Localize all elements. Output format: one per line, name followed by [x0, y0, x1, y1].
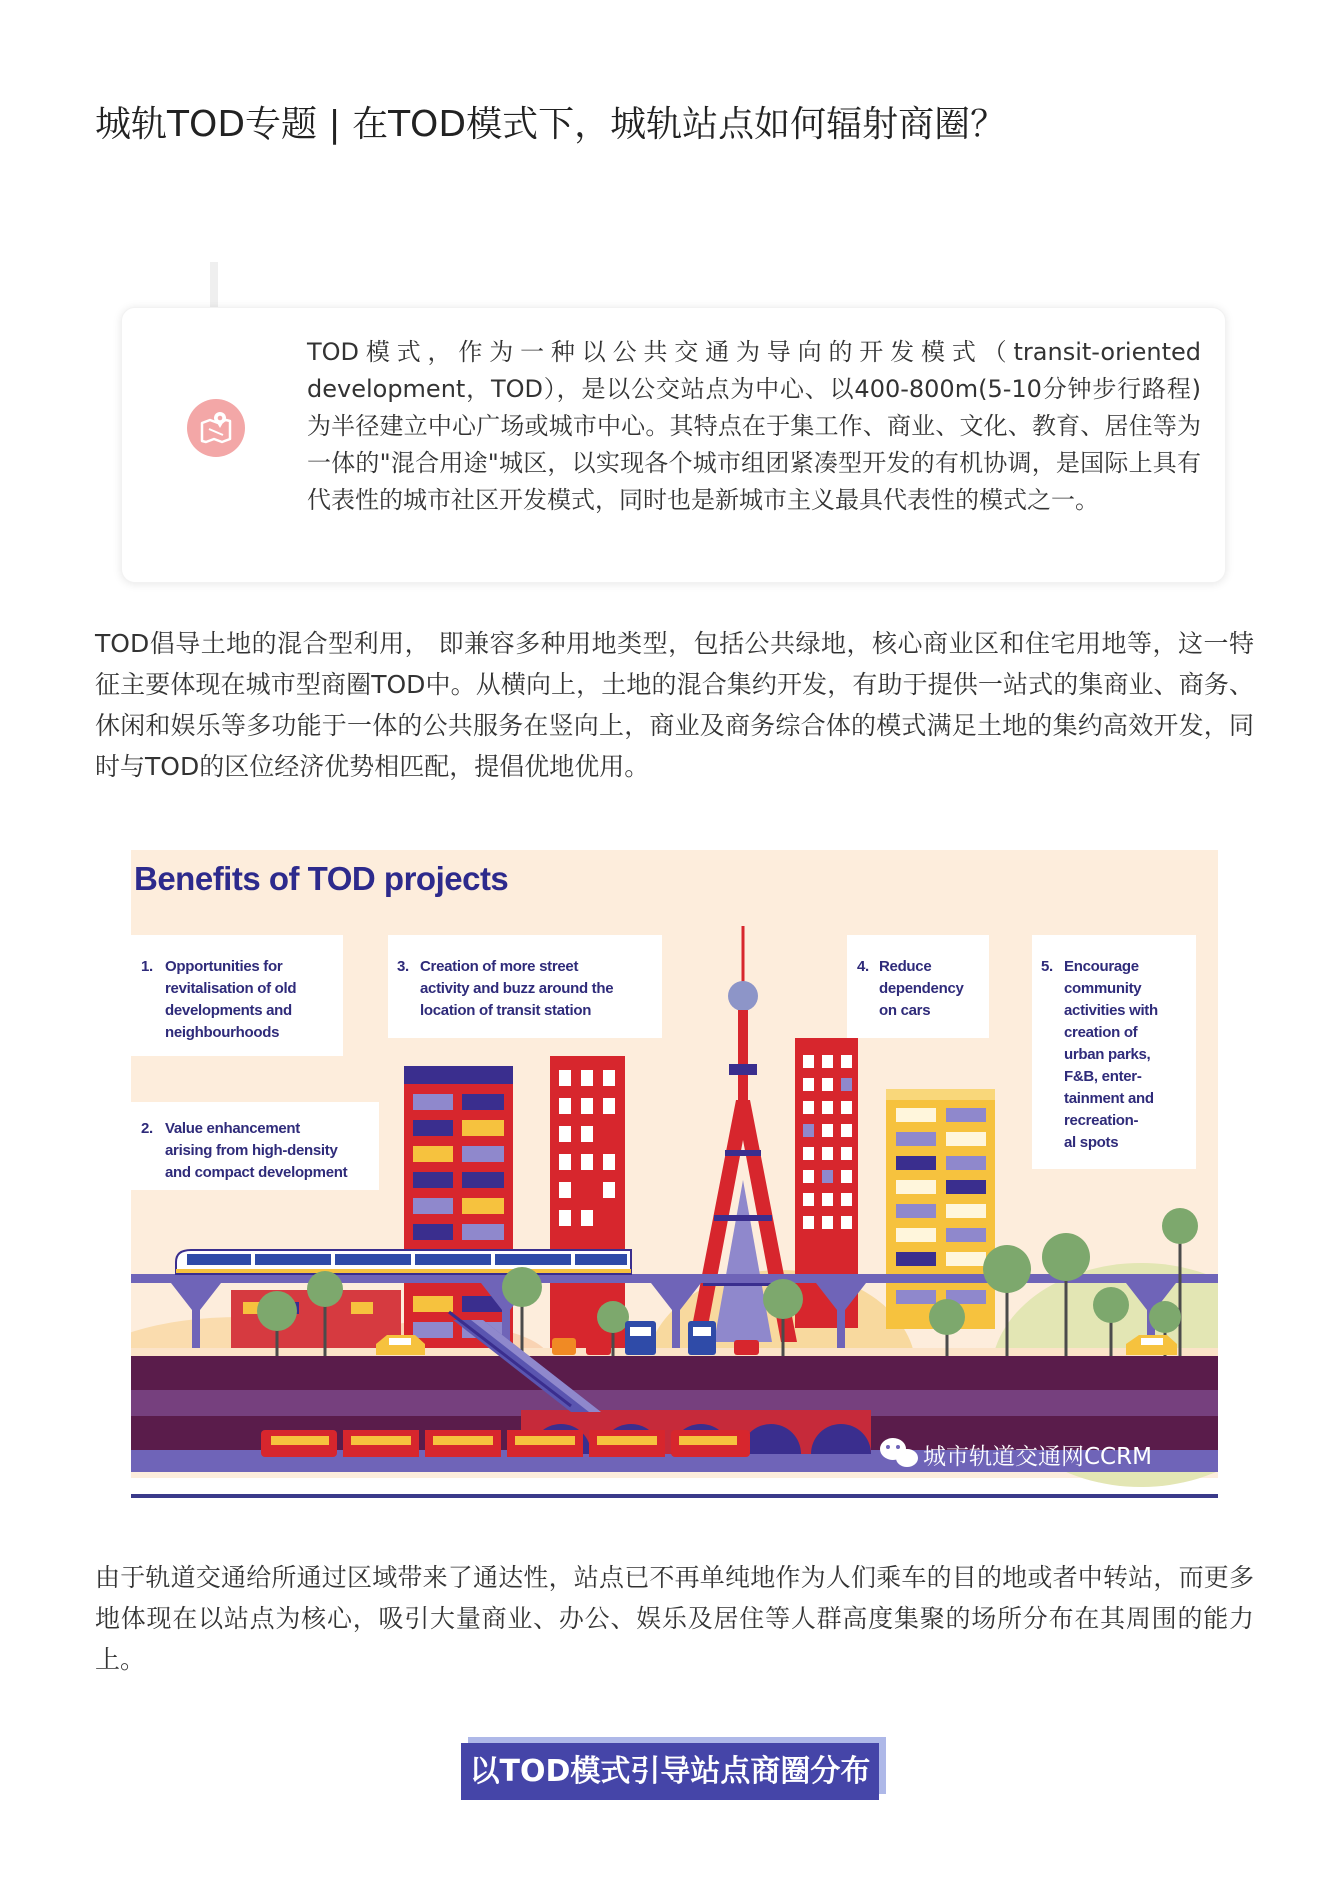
benefit-text-line: Value enhancement: [165, 1120, 300, 1137]
bottom-rule: [131, 1494, 1218, 1498]
benefit-number: 3.: [397, 958, 409, 975]
benefit-text-line: creation of: [1064, 1024, 1138, 1041]
benefit-2: [131, 1102, 379, 1190]
benefit-4: [847, 935, 989, 1038]
benefit-text-line: Encourage: [1064, 958, 1139, 975]
benefit-text-line: F&B, enter-: [1064, 1068, 1142, 1085]
paragraph-station-role: 由于轨道交通给所通过区域带来了通达性，站点已不再单纯地作为人们乘车的目的地或者中转站，而更多地体现在以站点为核心，吸引大量商业、办公、娱乐及居住等人群高度集聚的场所分布在其周围的能力上。: [95, 1563, 1254, 1674]
infographic-canvas: [131, 850, 1218, 1500]
benefit-1: [131, 935, 343, 1056]
tod-benefits-infographic: [131, 850, 1218, 1500]
benefit-text-line: al spots: [1064, 1134, 1119, 1151]
building-d: [886, 1089, 995, 1329]
section-heading: 以TOD模式引导站点商圈分布: [461, 1743, 879, 1800]
benefit-text-line: activities with: [1064, 1002, 1158, 1019]
benefit-number: 1.: [141, 958, 153, 975]
benefit-text-line: revitalisation of old: [165, 980, 297, 997]
callout-card: [121, 307, 1226, 583]
benefit-text-line: Opportunities for: [165, 958, 283, 975]
benefit-text-line: on cars: [879, 1002, 931, 1019]
benefit-text-line: Creation of more street: [420, 958, 579, 975]
benefit-3: [388, 935, 662, 1038]
benefit-text-line: arising from high-density: [165, 1142, 338, 1159]
page-title: 城轨TOD专题 | 在TOD模式下，城轨站点如何辐射商圈？: [95, 104, 1007, 145]
quote-bar: [210, 262, 218, 310]
benefit-5: [1032, 935, 1196, 1169]
road: [131, 1348, 1218, 1356]
benefit-text-line: recreation-: [1064, 1112, 1139, 1129]
benefit-text-line: Reduce: [879, 958, 932, 975]
map-icon-graphic: [187, 399, 245, 457]
paragraph-mixed-land-use: TOD倡导土地的混合型利用， 即兼容多种用地类型，包括公共绿地，核心商业区和住宅用地等，这一特征主要体现在城市型商圈TOD中。从横向上，土地的混合集约开发，有助于提供一站式的集商业、商务、休闲和娱乐等多功能于一体的公共服务在竖向上，商业及商务综合体的模式满足土地的集约高效开发，同时与TOD的区位经济优势相匹配，提倡优地优用。: [95, 629, 1254, 781]
benefit-text-line: and compact development: [165, 1164, 348, 1181]
benefit-text-line: tainment and: [1064, 1090, 1154, 1107]
benefit-number: 4.: [857, 958, 869, 975]
benefit-text-line: urban parks,: [1064, 1046, 1151, 1063]
callout-text: TOD模式，作为一种以公共交通为导向的开发模式（transit-oriented development，TOD），是以公交站点为中心、以400-800m(5-10分钟步行路程)为半径建立中心广场或城市中心。其特点在于集工作、商业、文化、教育、居住等为一体的"混合用途"城区，以实现各个城市组团紧凑型开发的有机协调，是国际上具有代表性的城市社区开发模式，同时也是新城市主义最具代表性的模式之一。: [307, 338, 1201, 514]
benefit-text-line: dependency: [879, 980, 964, 997]
benefit-text-line: activity and buzz around the: [420, 980, 614, 997]
benefit-text-line: developments and: [165, 1002, 292, 1019]
infographic-title: Benefits of TOD projects: [134, 860, 509, 897]
watermark-text: 城市轨道交通网CCRM: [923, 1444, 1152, 1470]
benefit-text-line: neighbourhoods: [165, 1024, 280, 1041]
benefit-number: 2.: [141, 1120, 153, 1137]
map-icon: [187, 399, 245, 457]
elevated-train: [176, 1250, 631, 1274]
benefit-text-line: location of transit station: [420, 1002, 592, 1019]
building-a: [404, 1066, 513, 1356]
benefit-number: 5.: [1041, 958, 1053, 975]
benefit-text-line: community: [1064, 980, 1142, 997]
